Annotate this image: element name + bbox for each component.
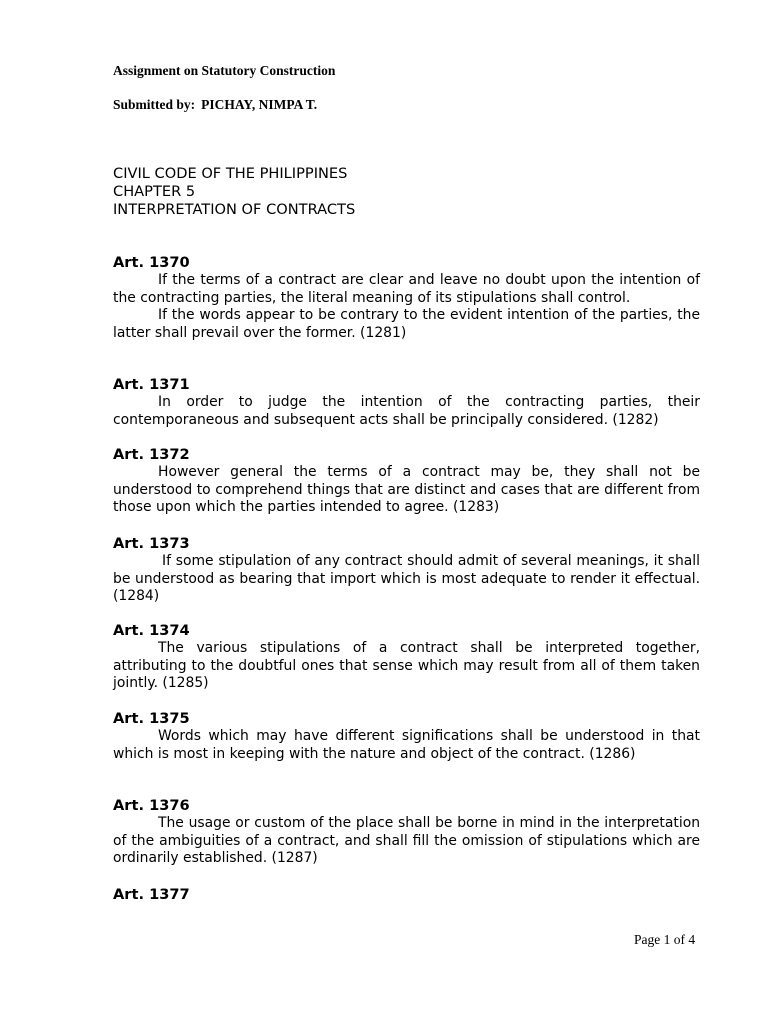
article-1376: [113, 797, 700, 868]
article-title: Art. 1377: [113, 886, 190, 903]
article-title: Art. 1373: [113, 535, 190, 552]
article-paragraph: If the words appear to be contrary to the evident intention of the parties, the latter shall prevail over the former. (1281): [113, 307, 700, 341]
article-1374: [113, 622, 700, 693]
article-title: Art. 1375: [113, 710, 190, 727]
article-paragraph: The usage or custom of the place shall be borne in mind in the interpretation of the ambiguities of a contract, and shall fill the omission of stipulations which are ordinarily established. (1287): [113, 815, 700, 867]
page-number: Page 1 of 4: [634, 932, 696, 947]
article-title: Art. 1376: [113, 797, 190, 814]
article-paragraph: If the terms of a contract are clear and leave no doubt upon the intention of the contracting parties, the literal meaning of its stipulations shall control.: [113, 272, 700, 306]
article-title: Art. 1372: [113, 446, 190, 463]
submitted-name: PICHAY, NIMPA T.: [201, 97, 318, 112]
heading-section: INTERPRETATION OF CONTRACTS: [113, 200, 356, 218]
article-1371: [113, 376, 700, 429]
heading-code-title: CIVIL CODE OF THE PHILIPPINES: [113, 165, 348, 182]
article-paragraph: However general the terms of a contract may be, they shall not be understood to comprehend things that are distinct and cases that are different from those upon which the parties intended to agree. (1283): [113, 464, 700, 516]
article-paragraph: The various stipulations of a contract shall be interpreted together, attributing to the doubtful ones that sense which may result from all of them taken jointly. (1285): [113, 640, 700, 692]
article-1377: [113, 886, 700, 904]
article-1372: [113, 446, 700, 517]
article-paragraph: Words which may have different significations shall be understood in that which is most in keeping with the nature and object of the contract. (1286): [113, 728, 700, 762]
assignment-title: Assignment on Statutory Construction: [113, 63, 336, 78]
article-1375: [113, 710, 700, 763]
article-1373: [113, 535, 700, 606]
article-1370: [113, 254, 700, 342]
article-title: Art. 1374: [113, 622, 190, 639]
article-paragraph: If some stipulation of any contract should admit of several meanings, it shall be understood as bearing that import which is most adequate to render it effectual. (1284): [113, 553, 700, 605]
heading-chapter: CHAPTER 5: [113, 182, 196, 200]
article-paragraph: In order to judge the intention of the contracting parties, their contemporaneous and subsequent acts shall be principally considered. (1282): [113, 394, 700, 428]
submitted-by-line: [113, 97, 317, 113]
article-title: Art. 1371: [113, 376, 190, 393]
submitted-label: Submitted by:: [113, 97, 196, 112]
article-title: Art. 1370: [113, 254, 190, 271]
chapter-heading: [113, 165, 355, 218]
